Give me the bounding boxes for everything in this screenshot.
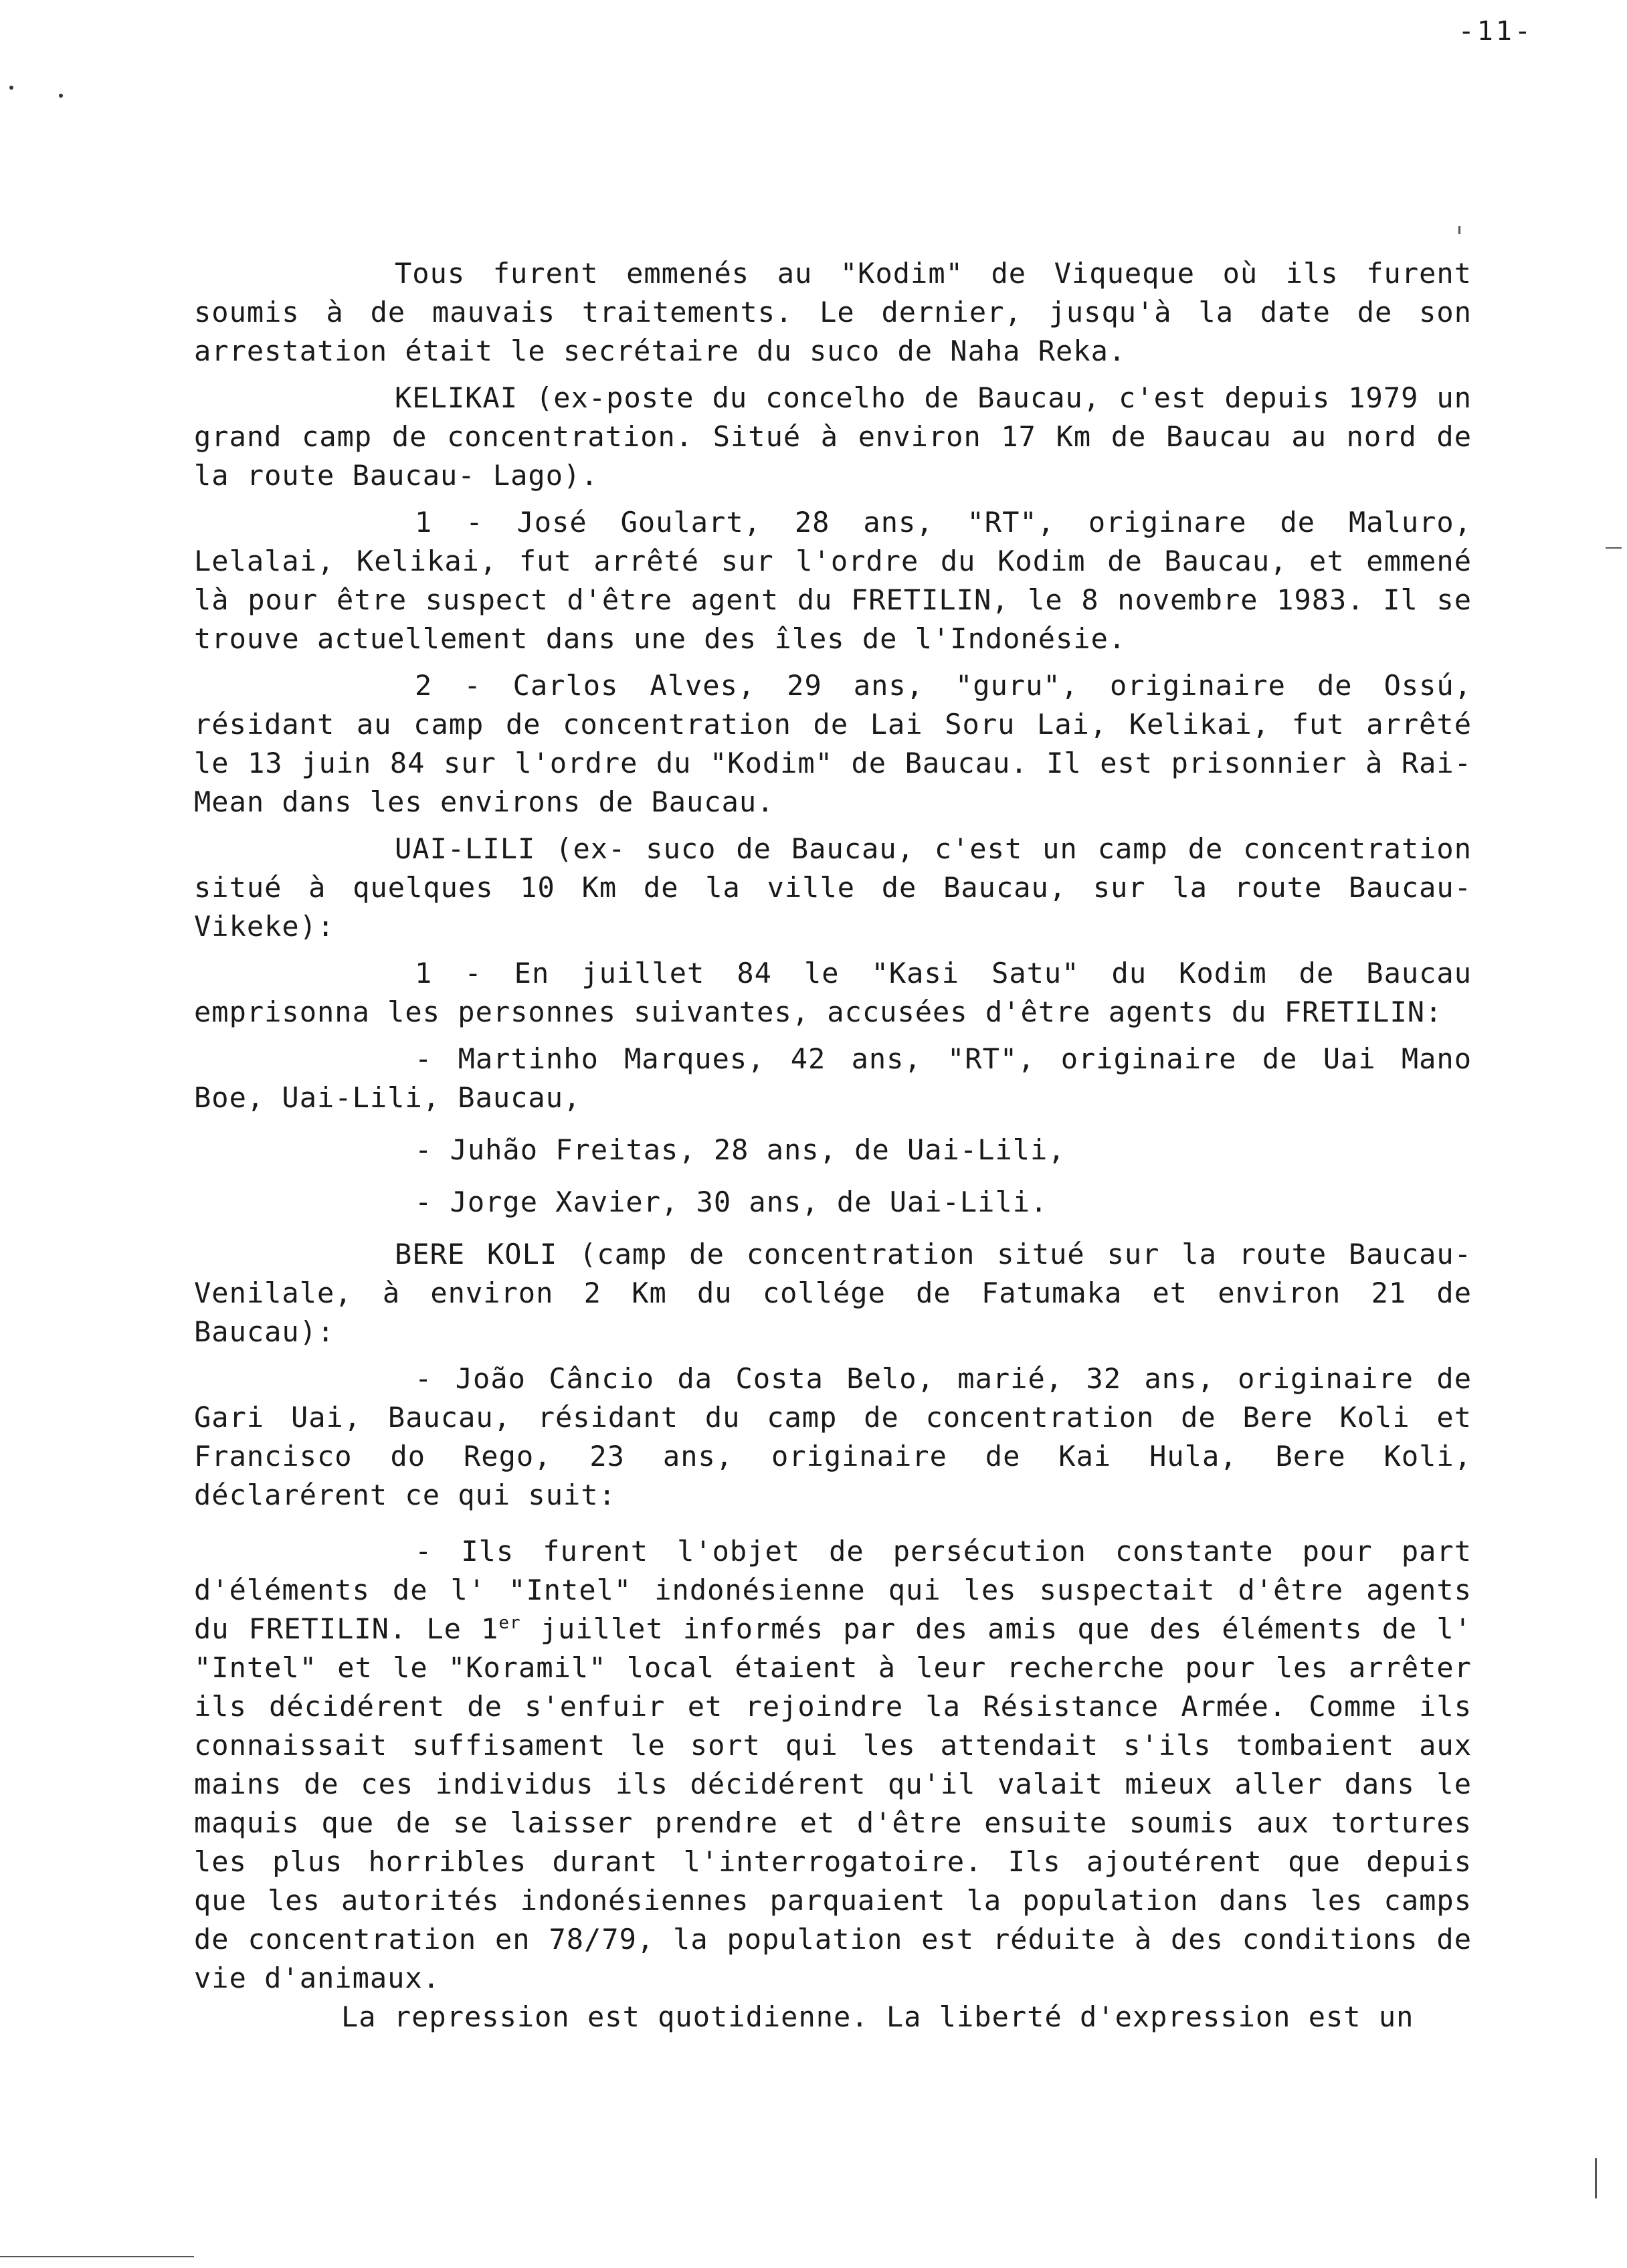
sub-list-item: - Juhão Freitas, 28 ans, de Uai-Lili, [415,1133,1066,1166]
testimony-text-b: juillet informés par des amis que des éléments de l' "Intel" et le "Koramil" local étaient à leur recherche pour les arrêter ils décidérent de s'enfuir et rejoindre la Résistance Armée. Comme ils connaissait suffisament le sort qui les attendait s'ils tombaient aux mains de ces individus ils décidérent qu'il valait mieux aller dans le maquis que de se laisser prendre et d'être ensuite soumis aux tortures les plus horribles durant l'interrogatoire. Ils ajoutérent que depuis que les autorités indonésiennes parquaient la population dans les camps de concentration en 78/79, la population est réduite à des conditions de vie d'animaux. [194,1612,1472,1994]
list-item: 1 - José Goulart, 28 ans, "RT", originare de Maluro, Lelalai, Kelikai, fut arrêté sur l'ordre du Kodim de Baucau, et emmené là pour être suspect d'être agent du FRETILIN, le 8 novembre 1983. Il se trouve actuellement dans une des îles de l'Indonésie. [194,506,1472,655]
scan-speck [9,86,13,90]
scan-noise [0,2256,194,2257]
scan-speck [59,94,63,98]
page-number: -11- [1458,16,1533,47]
superscript-er: er [498,1613,521,1633]
list-item: 1 - En juillet 84 le "Kasi Satu" du Kodim de Baucau emprisonna les personnes suivantes, accusées d'être agents du FRETILIN: [194,957,1472,1028]
sub-list-item: - Martinho Marques, 42 ans, "RT", originaire de Uai Mano Boe, Uai-Lili, Baucau, [194,1042,1472,1114]
paragraph: Tous furent emmenés au "Kodim" de Viqueque où ils furent soumis à de mauvais traitements. Le dernier, jusqu'à la date de son arrestation était le secrétaire du suco de Naha Reka. [194,257,1472,367]
section-kelikai: KELIKAI (ex-poste du concelho de Baucau, c'est depuis 1979 un grand camp de concentration. Situé à environ 17 Km de Baucau au nord de la route Baucau- Lago). [194,381,1472,492]
scan-noise [1595,2158,1597,2198]
paragraph-final: La repression est quotidienne. La liberté d'expression est un [341,2000,1414,2033]
sub-list-item: - Jorge Xavier, 30 ans, de Uai-Lili. [415,1186,1048,1218]
document-body [194,254,1472,2045]
section-bere-koli: BERE KOLI (camp de concentration situé sur la route Baucau-Venilale, à environ 2 Km du collége de Fatumaka et environ 21 de Baucau): [194,1238,1472,1348]
testimony-intro: - João Câncio da Costa Belo, marié, 32 ans, originaire de Gari Uai, Baucau, résidant du camp de concentration de Bere Koli et Francisco do Rego, 23 ans, originaire de Kai Hula, Bere Koli, déclarérent ce qui suit: [194,1362,1472,1511]
scan-noise [1458,226,1460,234]
scan-noise [1606,547,1622,549]
list-item: 2 - Carlos Alves, 29 ans, "guru", originaire de Ossú, résidant au camp de concentration de Lai Soru Lai, Kelikai, fut arrêté le 13 juin 84 sur l'ordre du "Kodim" de Baucau. Il est prisonnier à Rai-Mean dans les environs de Baucau. [194,669,1472,818]
testimony-paragraph [194,1532,1472,1998]
section-uai-lili: UAI-LILI (ex- suco de Baucau, c'est un camp de concentration situé à quelques 10 Km de la ville de Baucau, sur la route Baucau-Vikeke): [194,832,1472,943]
testimony-text-a: - Ils furent l'objet de persécution constante pour part d'éléments de l' "Intel" indonésienne qui les suspectait d'être agents du FRETILIN. Le 1 [194,1535,1472,1645]
